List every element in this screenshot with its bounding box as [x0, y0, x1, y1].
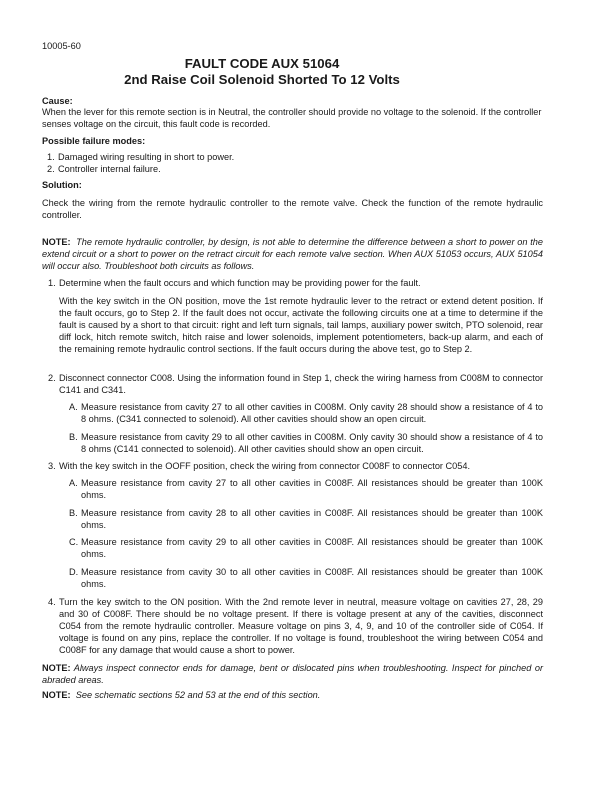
fault-code-subtitle: 2nd Raise Coil Solenoid Shorted To 12 Volts: [124, 72, 400, 87]
failure-mode-item: [47, 163, 542, 175]
item-text: Damaged wiring resulting in short to power.: [58, 152, 235, 162]
substep: [69, 431, 543, 455]
note-text: The remote hydraulic controller, by design, is not able to determine the difference between a short to power on the extend circuit or a short to power on the retract circuit for each remote valve section. When AUX 51053 occurs, AUX 51054 will occur also. Troubleshoot both circuits as follows.: [42, 237, 543, 271]
page-title: [42, 56, 482, 88]
note-label: NOTE:: [42, 237, 71, 247]
step-number: 2.: [48, 373, 56, 383]
step-number: 1.: [48, 278, 56, 288]
note-label: NOTE:: [42, 690, 71, 700]
substep-letter: B.: [69, 432, 78, 442]
step-3: [48, 460, 543, 472]
substep: [69, 507, 543, 531]
step-number: 3.: [48, 461, 56, 471]
step-2: [48, 372, 543, 396]
item-text: Controller internal failure.: [58, 164, 161, 174]
substep-text: Measure resistance from cavity 27 to all other cavities in C008M. Only cavity 28 should show a resistance of 4 to 8 ohms. (C341 connected to solenoid). All other cavities should show an open circuit.: [81, 402, 543, 424]
step-1-detail: With the key switch in the ON position, move the 1st remote hydraulic lever to the retract or extend detent position. If the fault occurs, go to Step 2. If the fault does not occur, activate the following circuits one at a time to determine if the fault is caused by a short to that circuit: right and left turn signals, tail lamps, auxiliary power switch, PTO solenoid, rear diff lock, hitch remote switch, hitch raise and lower solenoids, implement potentiometers, back-up alarm, and each of the remaining remote hydraulic control sections. If the fault occurs during the above test, go to Step 2.: [59, 296, 543, 354]
substep-text: Measure resistance from cavity 27 to all other cavities in C008F. All resistances should be greater than 100K ohms.: [81, 478, 543, 500]
step-text: Disconnect connector C008. Using the information found in Step 1, check the wiring harness from C008M to connector C141 and C341.: [59, 373, 543, 395]
substep-letter: D.: [69, 567, 79, 577]
substep-letter: C.: [69, 537, 79, 547]
step-number: 4.: [48, 597, 56, 607]
failure-mode-item: [47, 151, 542, 163]
page-number: 10005-60: [42, 41, 81, 51]
substep: [69, 566, 543, 590]
substep: [69, 536, 543, 560]
step-text: Turn the key switch to the ON position. With the 2nd remote lever in neutral, measure voltage on cavities 27, 28, 29 and 30 of C008F. There should be no voltage present. If there is voltage present at any of the cavities, disconnect C054 from the remote hydraulic controller. Measure voltage on pins 3, 4, 9, and 10 of the controller side of C054. If voltage is found on any pins, replace the controller. If no voltage is found, troubleshoot the wiring between C054 and C008F for any damage that would cause a short to power.: [59, 597, 543, 655]
solution-text: Check the wiring from the remote hydraulic controller to the remote valve. Check the function of the remote hydraulic controller.: [42, 198, 543, 220]
substep: [69, 401, 543, 425]
substep: [69, 477, 543, 501]
substep-letter: A.: [69, 478, 78, 488]
fault-code-title: FAULT CODE AUX 51064: [184, 56, 340, 71]
substep-letter: A.: [69, 402, 78, 412]
substep-text: Measure resistance from cavity 29 to all other cavities in C008M. Only cavity 30 should show a resistance of 4 to 8 ohms (C141 connected to solenoid). All other cavities should show an open circuit.: [81, 432, 543, 454]
solution-heading: Solution:: [42, 180, 82, 190]
substep-text: Measure resistance from cavity 30 to all other cavities in C008F. All resistances should be greater than 100K ohms.: [81, 567, 543, 589]
substep-letter: B.: [69, 508, 78, 518]
note-1: [42, 236, 543, 272]
item-number: 1.: [47, 152, 55, 162]
note-3: [42, 689, 543, 701]
item-number: 2.: [47, 164, 55, 174]
cause-heading: Cause:: [42, 96, 73, 106]
note-text: See schematic sections 52 and 53 at the end of this section.: [75, 690, 321, 700]
substep-text: Measure resistance from cavity 29 to all other cavities in C008F. All resistances should be greater than 100K ohms.: [81, 537, 543, 559]
note-text: Always inspect connector ends for damage, bent or dislocated pins when troubleshooting. Inspect for pinched or abraded areas.: [42, 663, 544, 685]
substep-text: Measure resistance from cavity 28 to all other cavities in C008F. All resistances should be greater than 100K ohms.: [81, 508, 543, 530]
failure-modes-heading: Possible failure modes:: [42, 136, 146, 146]
step-text: Determine when the fault occurs and which function may be providing power for the fault.: [59, 278, 421, 288]
note-2: [42, 662, 543, 686]
step-1: [48, 277, 543, 289]
note-label: NOTE:: [42, 663, 71, 673]
step-text: With the key switch in the OOFF position, check the wiring from connector C008F to connector C054.: [59, 461, 471, 471]
cause-text: When the lever for this remote section is in Neutral, the controller should provide no voltage to the solenoid. If the controller senses voltage on the circuit, this fault code is recorded.: [42, 107, 542, 129]
step-4: [48, 596, 543, 656]
